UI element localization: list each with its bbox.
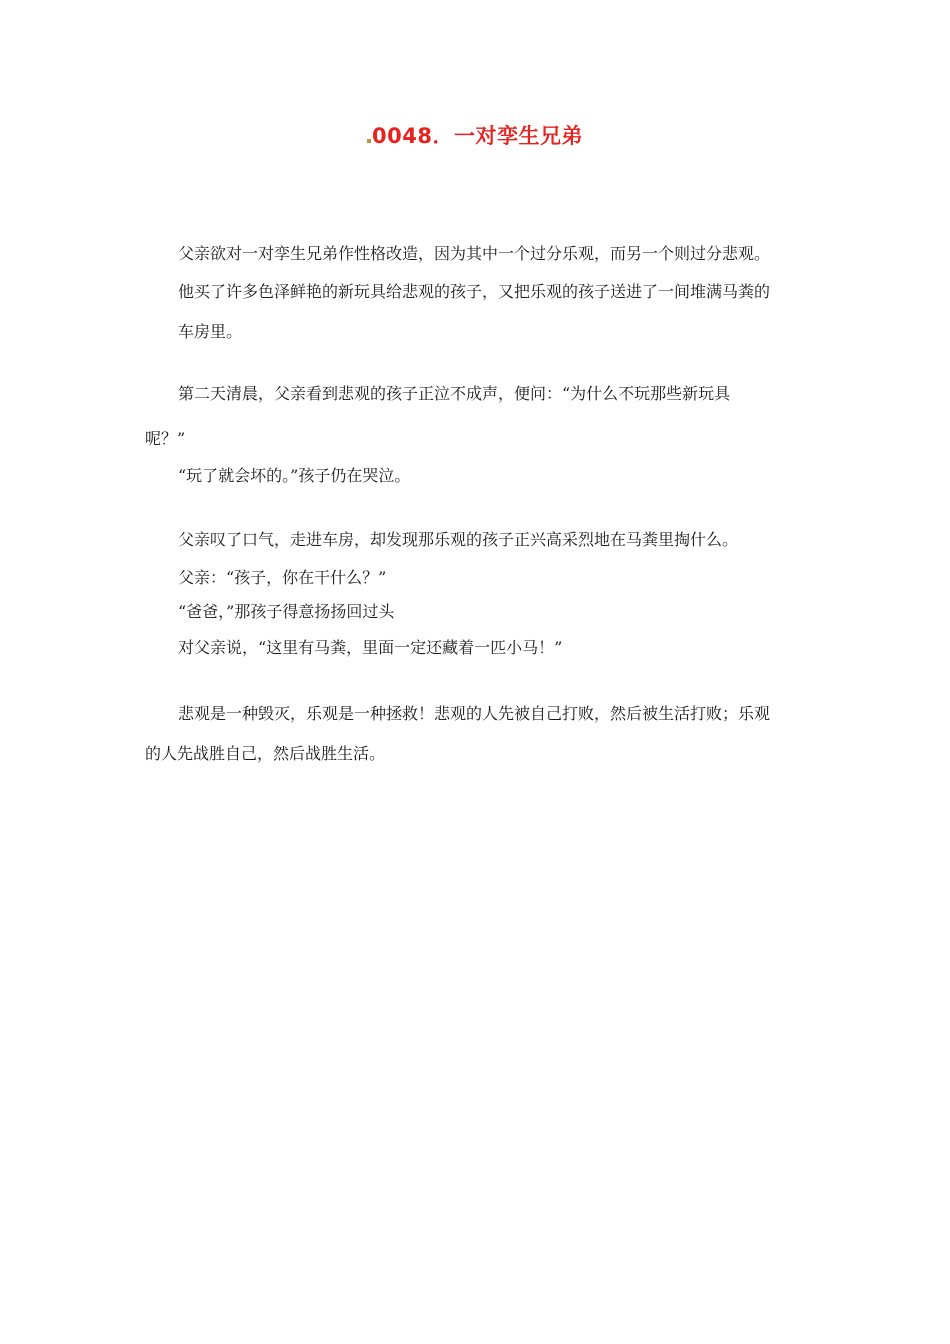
paragraph-line: 呢？” <box>145 429 186 448</box>
edit-mark <box>367 139 371 143</box>
paragraph-line: 对父亲说，“这里有马粪，里面一定还藏着一匹小马！” <box>178 638 563 657</box>
paragraph-line: 第二天清晨，父亲看到悲观的孩子正泣不成声，便问：“为什么不玩那些新玩具 <box>178 384 731 403</box>
paragraph-line: 父亲欲对一对孪生兄弟作性格改造，因为其中一个过分乐观，而另一个则过分悲观。 <box>178 244 771 263</box>
title-text: 0048．一对孪生兄弟 <box>372 124 583 148</box>
paragraph-line: 的人先战胜自己，然后战胜生活。 <box>145 744 386 763</box>
paragraph-line: 他买了许多色泽鲜艳的新玩具给悲观的孩子，又把乐观的孩子送进了一间堆满马粪的 <box>178 282 771 301</box>
paragraph-line: 车房里。 <box>178 322 243 341</box>
document-title <box>0 120 950 150</box>
paragraph-line: 父亲：“孩子，你在干什么？” <box>178 568 387 587</box>
paragraph-line: 父亲叹了口气，走进车房，却发现那乐观的孩子正兴高采烈地在马粪里掏什么。 <box>178 530 739 549</box>
paragraph-line: “爸爸，”那孩子得意扬扬回过头 <box>178 602 395 621</box>
paragraph-line: 悲观是一种毁灭，乐观是一种拯救！悲观的人先被自己打败，然后被生活打败；乐观 <box>178 704 771 723</box>
paragraph-line: “玩了就会坏的。”孩子仍在哭泣。 <box>178 466 411 485</box>
